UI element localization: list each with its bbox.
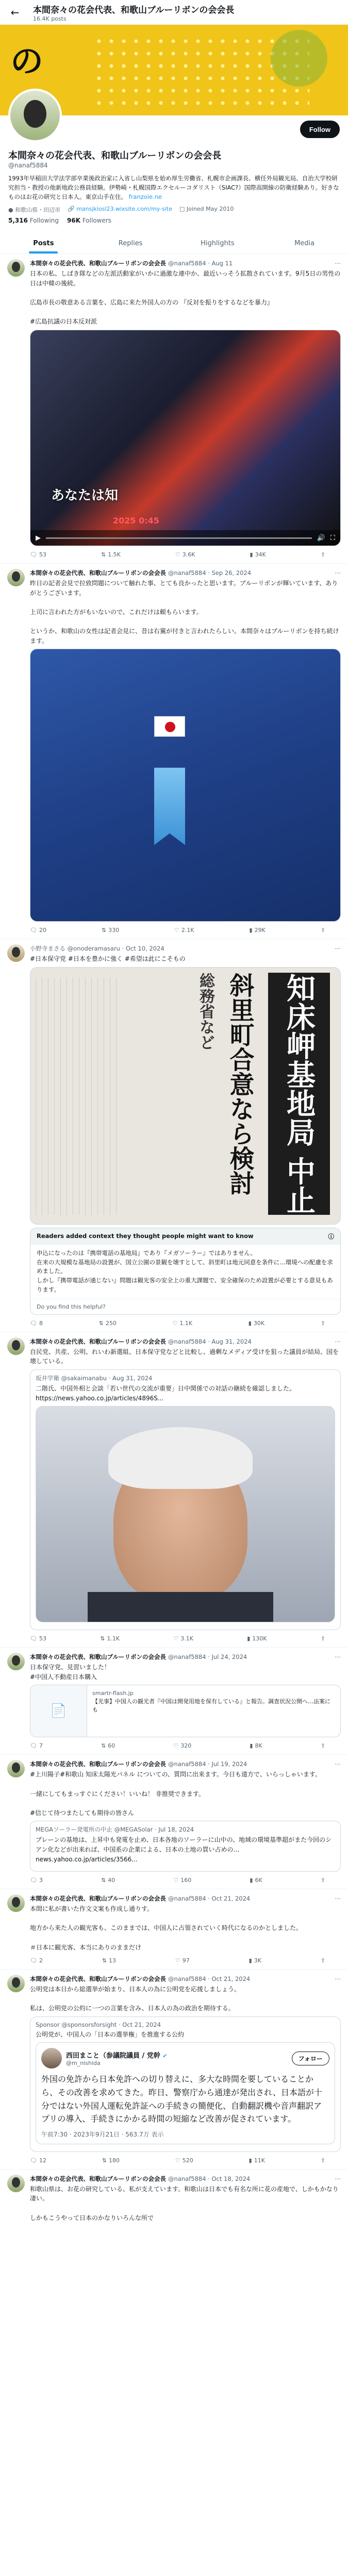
like-button[interactable]: [174, 927, 194, 934]
tweet-header: [30, 2175, 341, 2183]
repost-button[interactable]: [101, 1742, 115, 1749]
repost-icon: ⇅: [102, 1957, 107, 1964]
tweet-avatar[interactable]: [7, 569, 25, 586]
info-icon[interactable]: ⓘ: [328, 1232, 334, 1240]
quoted-tweet-header: [36, 2021, 335, 2028]
profile-website-text[interactable]: mansjkiosl23.wixsite.com/my-site: [76, 206, 172, 213]
heart-icon: ♡: [175, 551, 180, 558]
share-icon: ⇧: [320, 927, 325, 934]
tweet-body: [30, 1760, 341, 1886]
tweet-actions: [30, 1740, 341, 1751]
repost-count: 330: [108, 927, 120, 934]
tweet-image-newspaper[interactable]: [30, 967, 341, 1225]
repost-count: 60: [108, 1742, 115, 1750]
tweet-avatar[interactable]: [7, 1894, 25, 1912]
tweet[interactable]: [0, 1332, 348, 1648]
profile-location-text: 和歌山県・田辺市: [15, 207, 61, 214]
repost-icon: ⇅: [102, 2157, 107, 2164]
link-card-title: 【光事】中国人の観光者『中国は開発用地を保有している』と報告。調査状況公開へ…法案にも: [92, 1698, 330, 1714]
banner-circle-decoration: [271, 30, 327, 87]
views-icon: ▮: [250, 551, 253, 558]
repost-icon: ⇅: [100, 1635, 105, 1642]
embedded-tweet-meta: 午前7:30 · 2023年9月21日 · 563.7万 表示: [41, 2130, 164, 2138]
embedded-avatar: [41, 2048, 62, 2069]
tweet-handle-date: @nanaf5884 · Jul 24, 2024: [168, 1653, 247, 1661]
views-icon: ▮: [249, 927, 253, 934]
reply-button[interactable]: [30, 1742, 43, 1749]
embedded-tweet-text: 外国の免許から日本免許への切り替えに、多大な時間を要していることから、その改善を求めてきた。昨日、警察庁から通達が発出され、日本語が十分ではない外国人運転免許証への手続きの簡便化、自動翻訳機や音声翻訳アプリの導入、手続きにかかる時間の短縮など改善が促されています。: [41, 2074, 322, 2124]
views-icon: ▮: [248, 1957, 252, 1964]
japan-flag-pin: [154, 716, 185, 737]
video-subcaption: 2025 0:45: [113, 516, 159, 526]
repost-icon: ⇅: [101, 1742, 106, 1750]
reply-button[interactable]: [30, 1877, 43, 1884]
tweet-body: [30, 2175, 341, 2226]
tweet-header: [30, 1337, 341, 1346]
tweet-image-blue-ribbon[interactable]: [30, 649, 341, 922]
followers-label: Followers: [82, 217, 112, 225]
repost-count: 40: [108, 1877, 115, 1884]
heart-icon: ♡: [174, 927, 179, 934]
back-arrow-icon[interactable]: ←: [10, 6, 20, 19]
more-options-icon[interactable]: ⋯: [335, 1653, 341, 1661]
share-icon: ⇧: [320, 1742, 325, 1750]
repost-count: 180: [109, 2157, 120, 2164]
view-count: 30K: [253, 1319, 265, 1327]
community-note-title: Readers added context they thought people might want to know: [37, 1232, 254, 1240]
like-button[interactable]: [173, 1877, 191, 1884]
tweet-text: 日本保守党、見習いました！ #中国人不動産日本購入: [30, 1664, 111, 1681]
more-options-icon[interactable]: ⋯: [335, 1895, 341, 1903]
views-button[interactable]: [250, 927, 266, 934]
like-count: 2.1K: [181, 927, 194, 934]
repost-count: 13: [109, 1957, 117, 1964]
quoted-tweet[interactable]: [30, 1821, 341, 1872]
tweet-author-name[interactable]: 本間奈々の花会代表、和歌山ブルーリボンの会会長: [30, 260, 167, 267]
tweet-actions: [30, 2155, 341, 2166]
community-note-footer[interactable]: Do you find this helpful?: [30, 1299, 340, 1314]
community-note-body: 申込になったのは『携帯電話の基地局』であり『メガソーラー』ではありません。 在来の大規模な基地局の設置が、国立公園の景観を壊すとして、斜里町は地元同意を条件に…環境への配慮を求めました。 しかし『携帯電話が通じない』問題は観光客の安全上の重大課題で、安全確保のため設置が必要とする意見もあります。: [37, 1249, 333, 1293]
quoted-author: 坂井学衛 @sakaimanabu · Aug 31, 2024: [36, 1375, 153, 1382]
heart-icon: ♡: [175, 1957, 180, 1964]
tweet-header: [30, 569, 341, 577]
like-button[interactable]: [173, 1742, 191, 1749]
tweet-actions: [30, 1318, 341, 1329]
repost-button[interactable]: [102, 2157, 120, 2164]
tweet[interactable]: [0, 1889, 348, 1970]
tweet-actions: [30, 1955, 341, 1966]
tweet-header: [30, 1760, 341, 1768]
reply-count: 3: [39, 1877, 43, 1884]
play-icon[interactable]: ▶: [36, 534, 41, 542]
tweet-body: [30, 944, 341, 1329]
quoted-image-portrait[interactable]: [36, 1406, 335, 1622]
like-count: 3.1K: [180, 1635, 193, 1642]
community-note-header: [30, 1228, 340, 1245]
view-count: 130K: [252, 1635, 267, 1642]
repost-icon: ⇅: [101, 927, 107, 934]
tweet-author-name[interactable]: 本間奈々の花会代表、和歌山ブルーリボンの会会長: [30, 1337, 167, 1345]
calendar-icon: □: [179, 206, 185, 213]
profile-section: [0, 115, 348, 232]
tweet-actions: [30, 1633, 341, 1644]
like-count: 160: [180, 1877, 192, 1884]
flag-red-circle: [165, 722, 175, 732]
newspaper-body-text: [36, 978, 118, 1215]
heart-icon: ♡: [173, 1635, 179, 1642]
top-bar: [0, 0, 348, 25]
more-options-icon[interactable]: ⋯: [335, 945, 341, 953]
repost-count: 1.1K: [107, 1635, 120, 1642]
profile-meta: [8, 206, 340, 214]
tweet-body: [30, 1894, 341, 1966]
share-icon: ⇧: [320, 1877, 325, 1884]
share-icon: ⇧: [320, 2157, 325, 2164]
embedded-follow-button: フォロー: [292, 2052, 329, 2065]
tweet-header: [30, 259, 341, 267]
tweet-text: #日本保守党 #日本を豊かに強く #希望は此にこそもの: [30, 955, 186, 963]
tweet-header: [30, 944, 341, 953]
profile-name: 本間奈々の花会代表、和歌山ブルーリボンの会会長: [8, 150, 222, 161]
view-count: 3K: [254, 1957, 261, 1964]
tweet[interactable]: [0, 1970, 348, 2170]
share-button[interactable]: [321, 927, 325, 934]
repost-icon: ⇅: [101, 1877, 106, 1884]
reply-icon: 🗨: [30, 1319, 37, 1327]
tweet-author-name[interactable]: 本間奈々の花会代表、和歌山ブルーリボンの会会長: [30, 1975, 167, 1983]
tweet[interactable]: [0, 254, 348, 564]
share-button[interactable]: [321, 1742, 325, 1749]
tweet-text: 和歌山県は、お花の研究している、私が支えています。和歌山は日本でも有名な所に花の産地で、しかもかなり凄い。 しかもこうやって日本のかなりいろんな所で: [30, 2185, 339, 2222]
like-count: 1.1K: [179, 1319, 193, 1327]
profile-bio-text: 1993年早稲田大学法学部卒業後政治家に入省し山梨県を始め厚生労働省、札幌市企画課長、横任外局観光局、自治大学校研究担当・教授の他新地政公務員経験。伊勢崎・札幌国際エクセルーコダリスト（SIAC?）国際高開線の防衛経験あり。好きなものはお花の研究と日本人。東京山手在住。: [8, 175, 339, 200]
tweet-handle-date: @nanaf5884 · Oct 21, 2024: [168, 1895, 251, 1903]
following-label: Following: [29, 217, 59, 225]
banner-text: の: [10, 42, 43, 81]
tweet-text: 本間に私が書いた作文文案も作成し通りす。 地方から来た人の観光客も、このままでは、中国人に占領されていく時代になるのかとしました。 ＃日本に観光客、本当にありのままだけ: [30, 1905, 303, 1951]
link-icon: 🔗: [68, 206, 75, 213]
tweet-author-name[interactable]: 本間奈々の花会代表、和歌山ブルーリボンの会会長: [30, 1653, 167, 1661]
blue-ribbon-pin: [154, 768, 185, 845]
repost-button[interactable]: [99, 1320, 117, 1327]
tweet-video[interactable]: [30, 330, 341, 546]
repost-button[interactable]: [102, 1957, 116, 1964]
profile-stats: [8, 217, 340, 224]
link-card-text: [87, 1685, 340, 1737]
embedded-author-handle: @m_nishida: [66, 2060, 101, 2067]
reply-button[interactable]: [30, 1635, 46, 1642]
more-options-icon[interactable]: ⋯: [335, 1760, 341, 1768]
heart-icon: ♡: [173, 1877, 179, 1884]
tweet[interactable]: [0, 939, 348, 1332]
link-card[interactable]: [30, 1685, 341, 1737]
repost-count: 1.5K: [108, 551, 121, 558]
more-options-icon[interactable]: ⋯: [335, 2175, 341, 2182]
profile-avatar[interactable]: [8, 89, 62, 142]
repost-icon: ⇅: [101, 551, 106, 558]
quoted-tweet[interactable]: [30, 1369, 341, 1630]
reply-icon: 🗨: [30, 2157, 37, 2164]
following-count: 5,316: [8, 217, 28, 225]
tab-posts[interactable]: Posts: [0, 232, 87, 253]
tab-highlights[interactable]: Highlights: [201, 240, 235, 248]
repost-count: 250: [105, 1319, 117, 1327]
follow-button[interactable]: Follow: [300, 121, 340, 138]
profile-joined-text: Joined May 2010: [186, 206, 234, 213]
tweet-quoter[interactable]: 小野寺まさる @onoderamasaru · Oct 10, 2024: [30, 945, 164, 953]
views-icon: ▮: [250, 1877, 253, 1884]
tweet-text: 公明党は本日から総選挙が始まり、日本人の為に公明党を応援しましょう。 私は、公明党の公約に一つの言葉を含み、日本人の為の政治を期待する。: [30, 1986, 241, 2012]
followers-link[interactable]: [67, 217, 111, 224]
reply-count: 7: [39, 1742, 43, 1750]
tweet-handle-date: @nanaf5884 · Oct 18, 2024: [168, 2175, 251, 2182]
quoted-text: ブレーンの基地は、上昇中も発電を止め、日本各地のソーラーに山中の、地域の環境基準超がまた今回のシアン化などが出来れば、中国系の企業による、日本の土地の買い占めの… news.yahoo.co.jp/articles/3566...: [36, 1836, 332, 1863]
quoted-tweet-header: [36, 1374, 335, 1382]
view-count: 8K: [255, 1742, 262, 1750]
reply-icon: 🗨: [30, 1635, 37, 1642]
views-icon: ▮: [250, 1742, 253, 1750]
share-icon: ⇧: [320, 1635, 325, 1642]
like-button[interactable]: [175, 551, 195, 558]
like-count: 520: [182, 2157, 193, 2164]
views-button[interactable]: [249, 1957, 261, 1964]
share-button[interactable]: [321, 1957, 325, 1964]
views-button[interactable]: [248, 1320, 264, 1327]
reply-button[interactable]: [30, 927, 46, 934]
reply-count: 53: [39, 551, 46, 558]
video-controls: [30, 530, 340, 546]
followers-count: 96K: [67, 217, 80, 225]
quoted-text: 公明党が、中国人の「日本の選挙権」を推進する公約: [36, 2030, 185, 2038]
tweet-avatar[interactable]: [7, 1337, 25, 1355]
share-icon: ⇧: [320, 1319, 325, 1327]
tweet-avatar[interactable]: [7, 1653, 25, 1670]
profile-bio-link[interactable]: franzoie.ne: [128, 193, 162, 200]
portrait-hair: [108, 1427, 253, 1489]
views-icon: ▮: [248, 1319, 252, 1327]
like-button[interactable]: [173, 1320, 193, 1327]
newspaper-headline: 知床岬基地局 中止: [268, 973, 330, 1215]
quoted-author: Sponsor @sponsorsforsight · Oct 21, 2024: [36, 2021, 161, 2028]
tweet-text: #上川陽子#和歌山 知床太陽光パネル についての、質問に出来ます。今日も遠方で、いらっしゃいます。 一緒にしてもまっすぐにください！いいね！ 非推奨できます。 #信じて待つまたしても期待の皆さん: [30, 1771, 321, 1817]
share-button[interactable]: [321, 1320, 325, 1327]
profile-bio: [8, 174, 340, 201]
quoted-text: 二階氏、中国外相と会談「若い世代の交流が重要」日中関係での対話の継続を確認しました。 https://news.yahoo.co.jp/articles/4896S...: [36, 1385, 296, 1402]
repost-button[interactable]: [100, 1635, 120, 1642]
tweet-avatar[interactable]: [7, 1975, 25, 1992]
reply-icon: 🗨: [30, 551, 37, 558]
document-icon: 📄: [50, 1703, 67, 1719]
fullscreen-icon[interactable]: ⛶: [330, 534, 335, 542]
repost-button[interactable]: [101, 1877, 115, 1884]
tweet-avatar[interactable]: [7, 2175, 25, 2192]
like-count: 97: [182, 1957, 190, 1964]
video-caption: あなたは知: [51, 488, 119, 503]
view-count: 6K: [255, 1877, 262, 1884]
like-button[interactable]: [175, 1957, 190, 1964]
link-card-thumbnail: [30, 1685, 87, 1737]
tweet-author-name[interactable]: 本間奈々の花会代表、和歌山ブルーリボンの会会長: [30, 2175, 167, 2182]
reply-icon: 🗨: [30, 1957, 37, 1964]
tweet-header: [30, 1894, 341, 1903]
profile-website[interactable]: [68, 206, 172, 214]
reply-button[interactable]: [30, 551, 46, 558]
verified-badge-icon: ✔: [162, 2053, 168, 2060]
share-icon: ⇧: [320, 551, 325, 558]
reply-count: 8: [39, 1319, 43, 1327]
tweet-handle-date: @nanaf5884 · Aug 31, 2024: [168, 1337, 252, 1345]
views-button[interactable]: [249, 2157, 265, 2164]
repost-button[interactable]: [102, 927, 119, 934]
view-count: 29K: [254, 927, 266, 934]
newspaper-side-text: 総務省など: [196, 972, 214, 1050]
more-options-icon[interactable]: ⋯: [335, 1975, 341, 1983]
heart-icon: ♡: [173, 1742, 179, 1750]
embedded-tweet-screenshot: [36, 2042, 335, 2144]
tweet-avatar[interactable]: [7, 1760, 25, 1777]
share-button[interactable]: [321, 551, 325, 558]
tweet-body: [30, 569, 341, 936]
profile-handle: @nanaf5884: [8, 162, 48, 169]
tweet-body: [30, 1653, 341, 1751]
tweet-handle-date: @nanaf5884 · Oct 21, 2024: [168, 1975, 251, 1983]
embedded-author-name: [66, 2050, 288, 2060]
tweet-actions: [30, 925, 341, 936]
views-button[interactable]: [247, 1635, 267, 1642]
view-count: 11K: [254, 2157, 265, 2164]
newspaper-subheadline: 斜里町合意なら検討: [225, 972, 254, 1195]
reply-button[interactable]: [30, 2157, 46, 2164]
quoted-tweet[interactable]: [30, 2016, 341, 2152]
share-button[interactable]: [321, 2157, 325, 2164]
repost-icon: ⇅: [98, 1319, 104, 1327]
tweet-author-name[interactable]: 本間奈々の花会代表、和歌山ブルーリボンの会会長: [30, 1760, 167, 1768]
top-bar-title-group: [33, 3, 234, 22]
embedded-author-group: [66, 2050, 288, 2066]
tab-replies[interactable]: Replies: [118, 240, 143, 248]
tweet-handle-date: @nanaf5884 · Sep 26, 2024: [168, 569, 252, 577]
more-options-icon[interactable]: ⋯: [335, 260, 341, 267]
tweet-actions: [30, 1875, 341, 1886]
tweet[interactable]: [0, 2170, 348, 2229]
tweet[interactable]: [0, 1755, 348, 1889]
volume-icon[interactable]: 🔊: [317, 534, 325, 542]
tweet-body: [30, 259, 341, 560]
reply-button[interactable]: [30, 1320, 43, 1327]
quoted-author: MEGAソーラー発電所の中止 @MEGASolar · Jul 18, 2024: [36, 1826, 194, 1834]
tweet-actions: [30, 549, 341, 560]
link-card-domain: smartr-flash.jp: [92, 1690, 134, 1697]
profile-tabs: [0, 232, 348, 254]
like-button[interactable]: [173, 1635, 193, 1642]
top-bar-name: 本間奈々の花会代表、和歌山ブルーリボンの会会長: [33, 5, 235, 15]
profile-location: [8, 206, 60, 214]
like-count: 320: [180, 1742, 192, 1750]
share-button[interactable]: [321, 1635, 325, 1642]
share-button[interactable]: [321, 1877, 325, 1884]
location-pin-icon: ●: [8, 207, 13, 214]
reply-icon: 🗨: [30, 927, 37, 934]
tweet-text: 日本の私、しばき隊などの左派活動家がいかに過激な連中か、最近いっそう拡散されています。9月5日の男性の日は中韓の後続。 広島市長の敬意ある言葉を、広島に来た外国人の方の 『反対を振りをするなどを暴力』 #広島抗議の日本反対派: [30, 270, 341, 326]
portrait-suit: [88, 1592, 273, 1622]
profile-joined: [179, 206, 234, 214]
reply-icon: 🗨: [30, 1877, 37, 1884]
like-button[interactable]: [175, 2157, 193, 2164]
following-link[interactable]: [8, 217, 59, 224]
tweet[interactable]: [0, 1648, 348, 1755]
reply-count: 20: [39, 927, 46, 934]
tweet-author-name[interactable]: 本間奈々の花会代表、和歌山ブルーリボンの会会長: [30, 1895, 167, 1903]
tab-media[interactable]: Media: [294, 240, 315, 248]
reply-count: 53: [39, 1635, 46, 1642]
views-icon: ▮: [247, 1635, 251, 1642]
tweet-header: [30, 1975, 341, 1983]
repost-button[interactable]: [101, 551, 121, 558]
tweet-handle-date: @nanaf5884 · Aug 11: [168, 260, 233, 267]
tweet-avatar[interactable]: [7, 944, 25, 962]
video-progress-bar[interactable]: [46, 537, 312, 539]
more-options-icon[interactable]: ⋯: [335, 569, 341, 577]
heart-icon: ♡: [175, 2157, 180, 2164]
more-options-icon[interactable]: ⋯: [335, 1337, 341, 1345]
share-icon: ⇧: [320, 1957, 325, 1964]
tweet[interactable]: [0, 564, 348, 939]
tweet-text: 昨日の記者会見で拉致問題について触れた事、とても良かったと思います。ブルーリボンが輝いています、ありがとうございます。 上司に言われた方がもいないので、これだけは頼もらいます。 というか、和歌山の女性は記者会見に、昔は右翼が付きと言われたらしい。本間奈々はブルーリボンを持ち続けます。: [30, 580, 339, 645]
tweet-avatar[interactable]: [7, 259, 25, 277]
quoted-tweet-header: [36, 1825, 335, 1834]
top-bar-post-count: 16.4K posts: [33, 15, 67, 22]
tweet-header: [30, 1653, 341, 1661]
tweet-body: [30, 1337, 341, 1644]
views-button[interactable]: [250, 1742, 262, 1749]
tweet-text: 自民党、共産、公明、れいわ新選組、日本保守党などと比較し、過剰なメディア受けを狙った議員が結局、国を壊している。: [30, 1348, 339, 1365]
embedded-author-name-text: 西田まこと（参議院議員 / 党幹: [66, 2052, 160, 2060]
reply-button[interactable]: [30, 1957, 43, 1964]
tweet-author-name[interactable]: 本間奈々の花会代表、和歌山ブルーリボンの会会長: [30, 569, 167, 577]
reply-icon: 🗨: [30, 1742, 37, 1750]
tweet-body: [30, 1975, 341, 2166]
embedded-tweet-header: [41, 2048, 329, 2069]
community-note: [30, 1228, 341, 1315]
like-count: 3.6K: [182, 551, 195, 558]
views-button[interactable]: [250, 1877, 262, 1884]
tweet-handle-date: @nanaf5884 · Jul 19, 2024: [168, 1760, 247, 1768]
reply-count: 12: [39, 2157, 46, 2164]
view-count: 34K: [255, 551, 266, 558]
heart-icon: ♡: [172, 1319, 178, 1327]
views-icon: ▮: [248, 2157, 252, 2164]
reply-count: 2: [39, 1957, 43, 1964]
views-button[interactable]: [250, 551, 266, 558]
